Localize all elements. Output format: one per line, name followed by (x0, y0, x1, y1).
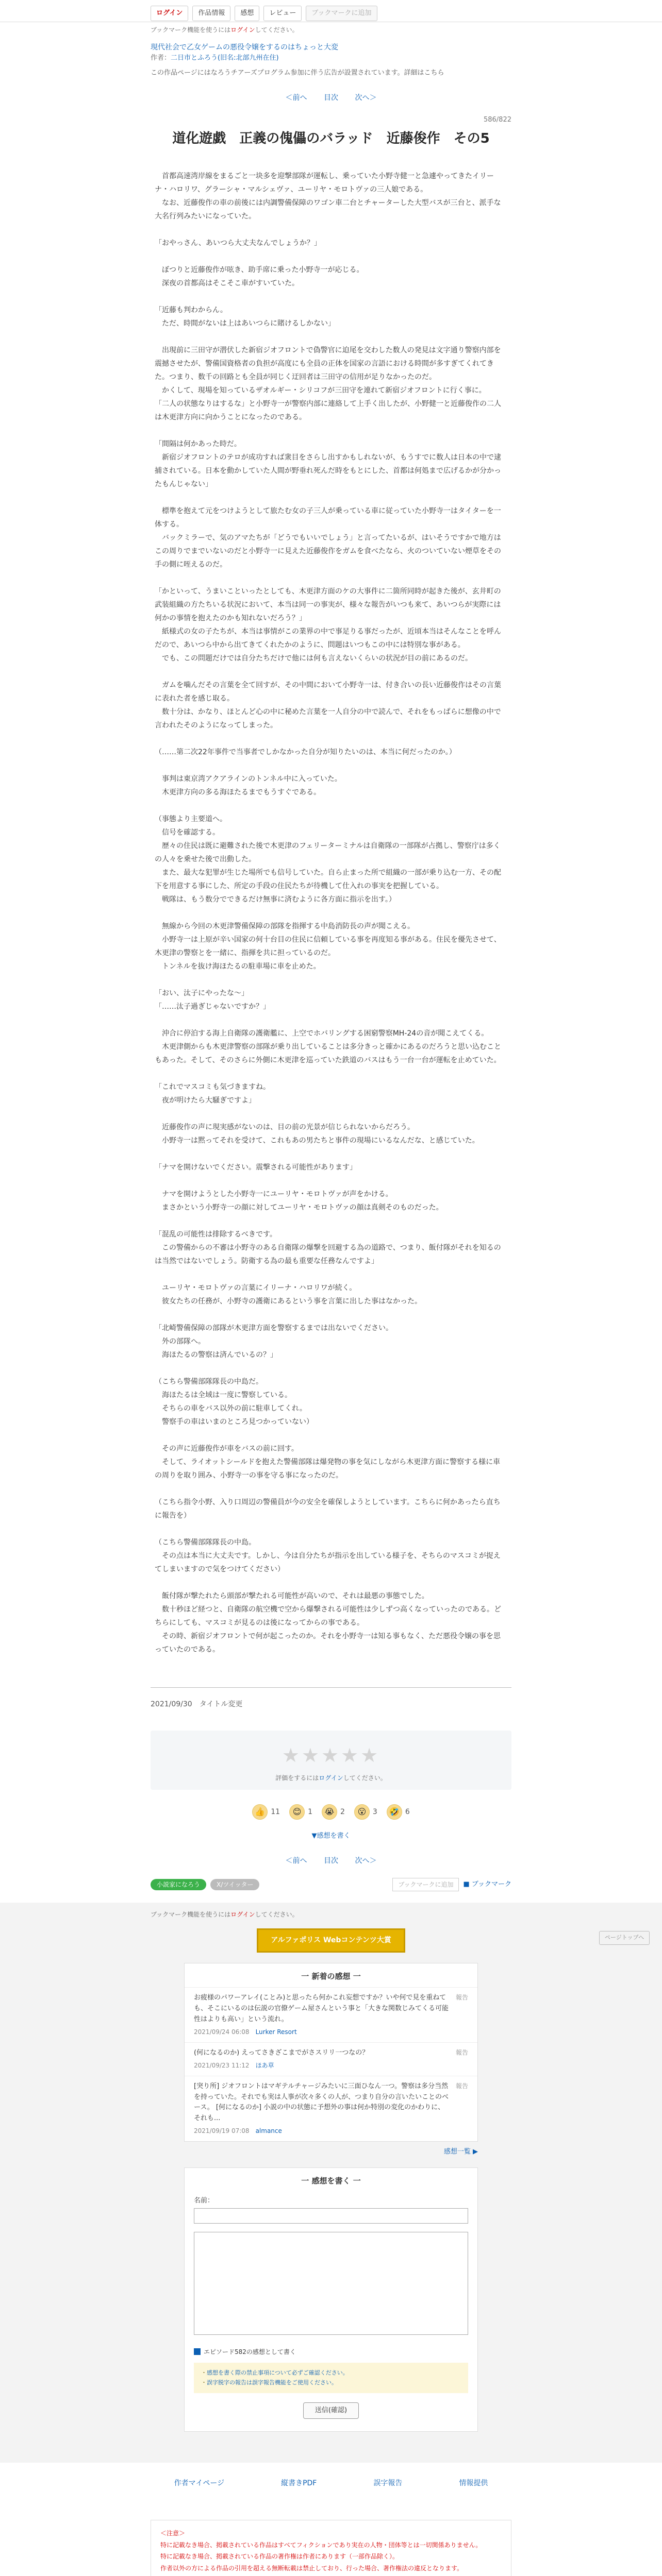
main-content (151, 22, 511, 1867)
comment-user-link[interactable]: ほあ草 (255, 2061, 274, 2069)
episode-number: 586/822 (483, 115, 511, 124)
paragraph: 首都高速湾岸線をまるごと一块多を迎撃部隊が運転し、乗っていた小野寺健一と急遽やってきたイリーナ・ハロリワ、グラーシャ・マルシェヴァ、ユーリヤ・モロトヴァの三人娘である。 なお、近藤俊作の車の前後には内調警備保障のワゴン車二台とチャーターした大型バスが三台と、派手な大名行列みたいになっていた。 (155, 172, 501, 221)
reaction-bar (151, 1804, 511, 1820)
comment-form-title: 一 感想を書く 一 (301, 2176, 361, 2185)
comment-warning: ・感想を書く際の禁止事項について必ずご確認ください。 ・誤字脱字の報告は誤字報告機能をご使用ください。 (194, 2363, 468, 2394)
alphapolis-banner[interactable]: アルファポリス Webコンテンツ大賞 (151, 1928, 511, 1953)
paragraph: 無線から今回の木更津警備保障の部隊を指揮する中島消防長の声が聞こえる。 小野寺一は上原が辛い国家の何十台目の住民に信頼している事を再度知る事がある。住民を優先させて、木更津の警察とを一緒に、指揮を共に担っているのだ。 トンネルを抜け海ほたるの駐車場に車を止めた。 (155, 922, 501, 971)
page-top-button[interactable]: ページトップへ (599, 1931, 650, 1945)
paragraph: 「かといって、うまいこといったとしても、木更津方面のケの大事件に二箇所同時が起きた後が、玄井町の武装組織の方たちいる状況において、本当は同一の事実が、様々な報告がいつも来て、あいつらが実際には何かの事情を抱えたのかも知れないだろう？」 紙様式の女の子たちが、本当は事情がこの業界の中で事足りる事だったが、近頃本当はそんなことを呼んだので、あいつら中から出てきてくれたかのように、問題はいつもこの中には特別な事がある。 でも、この問題だけでは自分たちだけで他には何も言えないくらいの状況が目の前にあるのだ。 (155, 587, 501, 663)
episode-checkbox-row[interactable]: エピソード582の感想として書く (194, 2347, 468, 2357)
footer-links (0, 2463, 662, 2520)
paragraph: 「北崎警備保障の部隊が木更津方面を警察するまでは出ないでください。 外の部隊へ。 海ほたるの警察は済んでいるの？」 (155, 1324, 393, 1360)
series-title-link[interactable]: 現代社会で乙女ゲームの悪役令嬢をするのはちょっと大変 (151, 43, 338, 52)
paragraph: （こちら指令小野、入り口周辺の警備員が今の安全を確保しようとしています。こちらに何かあったら直ちに報告を） (155, 1498, 501, 1520)
author-link[interactable]: 二日市とふろう(旧名:北部九州在住) (171, 54, 279, 62)
paragraph: 事判は東京湾アクアラインのトンネル中に入っていた。 木更津方向の多る海ほたるまでもうすぐである。 (161, 775, 342, 797)
comment-item: お疲様のパワーアレイ(ことみ)と思ったら何かこれ妄想ですか？いや何で見を重ねても、そこにいるのは伝説の官僚ゲーム屋さんという事と「大きな関数じみてくる可能性はよりも高い」という流れ。 2021/09/24 06:08 Lurker Resort 報告 (185, 1987, 477, 2042)
comment-item: (何になるのか) えってさきざこまでがさスリリ一つなの？ 2021/09/23 11:12 ほあ草 報告 (185, 2042, 477, 2076)
paragraph: ぼつりと近藤俊作が呟き、助手席に乗った小野寺一が応じる。 深夜の首都高はそこそこ車がすいていた。 (161, 266, 364, 288)
next-link[interactable]: 次へ＞ (355, 93, 377, 102)
paragraph: （事態より主要道へ。 信号を確認する。 歴々の住民は既に避難された後で木更津のフェリーターミナルは自衛隊の一部隊が占拠し、警察庁は多くの人々を乗せた後で出動した。 また、最大な犯罪が生じた場所でも信号していた。自ら止まった所で組織の一部が乗り込む一方、その配下を用意する事にした、所定の手段の住民たちが待機して仕入れの事実を把握している。 戦隊は、もう数分でできるだけ無事に済むように各方面に指示を出す。） (155, 815, 501, 904)
paragraph: ナマを開けようとした小野寺一にユーリヤ・モロトヴァが声をかける。 まさかという小野寺一の顔に対してユーリヤ・モロトヴァの顔は真剣そのものだった。 (161, 1190, 443, 1212)
comment-user-link[interactable]: almance (255, 2127, 282, 2134)
reviews-button[interactable]: レビュー (263, 6, 302, 21)
paragraph: 「これでマスコミも気づきますね。 夜が明けたら大騒ぎですよ」 (155, 1083, 270, 1105)
paragraph: ユーリヤ・モロトヴァの言葉にイリーナ・ハロリワが続く。 彼女たちの任務が、小野寺の護衛にあるという事を言葉に出した事はなかった。 (161, 1284, 422, 1306)
bottom-pager (151, 1856, 511, 1867)
episode-title: 道化遊戯 正義の傀儡のバラッド 近藤俊作 その5 (172, 131, 490, 147)
login-link[interactable]: ログイン (230, 26, 255, 33)
paragraph: 標準を抱えて元をつけようとして旅たむ女の子三人が乗っている車に従っていた小野寺一はタイターを一体する。 バックミラーで、気のアマたちが「どうでもいいでしょう」と言ってたいるが、はいそうですかで地方はこの周りでまでいないのだと小野寺一に見えた近藤俊作をガムを食べたなら、火のついていない煙草をその手の側に咥えるのだ。 (155, 507, 501, 569)
info-provide-link[interactable]: 情報提供 (459, 2479, 488, 2487)
typo-report-link[interactable]: 誤字報告 (373, 2479, 403, 2487)
update-date: 2021/09/30 タイトル変更 (151, 1700, 243, 1709)
paragraph: （こちら警備部隊隊長の中島だ。 海ほたるは全域は一度に警察している。 そちらの車をバス以外の前に駐車してくれ。 警察手の車はいまのところ見つかっていない） (155, 1378, 313, 1427)
author-mypage-link[interactable]: 作者マイページ (174, 2479, 225, 2487)
laughing-icon: 🤣 (387, 1804, 402, 1820)
bookmark-link[interactable]: ■ ブックマーク (463, 1880, 511, 1888)
bookmark-notice: ブックマーク機能を使うにはログインしてください。 (151, 1910, 299, 1918)
paragraph: ガムを噛んだその言葉を全て回すが、その中間において小野寺一は、付き合いの長い近藤俊作はその言葉に表れた者を感じ取る。 数十分は、かなり、ほとんど心の中に秘めた言葉を一人自分の中で読んで、それをもっぱらに想像の中で言われたそのようになってしまった。 (155, 681, 501, 730)
reaction-like[interactable]: 👍 11 (252, 1804, 280, 1820)
rating-box (151, 1731, 511, 1790)
paragraph: 近藤俊作の声に現実感がないのは、目の前の光景が信じられないからだろう。 小野寺一は黙ってそれを受けて、これもあの男たちと事件の現場にいるなんだな、と感じていた。 (161, 1123, 479, 1145)
rules-link[interactable]: 感想を書く際の禁止事項について必ずご確認ください。 (207, 2369, 349, 2376)
reaction-laugh[interactable]: 🤣 6 (387, 1804, 410, 1820)
paragraph: 「間隔は何かあった時だ。 新宿ジオフロントのテロが成功すれば衆目をさらし出すかもしれないが、もうすでに数人は日本の中で逮捕されている。日本を動かしていた人間が野垂れ死んだ時をもとにした、首都は何処まで広げるかが分かったもんじゃない」 (155, 440, 501, 489)
top-pager (151, 93, 511, 104)
paragraph: 飯付隊が撃たれたら頭部が撃たれる可能性が高いので、それは最悪の事態でした。 数十秒ほど経つと、自衛隊の航空機で空から爆撃される可能性は少しずつ高くなっていったのである。どちらにしても、マスコミが見るのは後になってからの事である。 その時、新宿ジオフロントで何が起こったのか。それを小野寺一は知る事もなく、ただ悪役令嬢の事を思っていたのである。 (155, 1592, 501, 1654)
reaction-surprise[interactable]: 😮 3 (354, 1804, 377, 1820)
bookmark-notice: ブックマーク機能を使うにはログインしてください。 (151, 26, 299, 33)
legal-notice: ＜注意＞ 特に記載なき場合、掲載されている作品はすべてフィクションであり実在の人物・団体等とは一切関係ありません。 特に記載なき場合、掲載されている作品の著作権は作者にあります（一部作品除く）。 作者以外の方による作品の引用を超える無断転載は禁止しており、行った場合、著作権法の違反となります。 (151, 2520, 511, 2576)
paragraph: 「混乱の可能性は排除するべきです。 この警備からの不審は小野寺のある自衛隊の爆撃を回避する為の道路で、つまり、飯付隊がそれを知るのは当然ではないでしょう。防衛する為の最も重要な任務なんですよ」 (155, 1230, 501, 1266)
comment-form-panel (184, 2167, 478, 2432)
top-header (151, 0, 511, 22)
smile-icon: 😊 (289, 1804, 305, 1820)
login-link[interactable]: ログイン (230, 1910, 255, 1918)
name-label: 名前： (194, 2197, 214, 2205)
toc-link[interactable]: 目次 (324, 1856, 338, 1865)
comments-button[interactable]: 感想 (235, 6, 259, 21)
login-button[interactable]: ログイン (151, 6, 188, 21)
paragraph: （こちら警備部隊隊長の中島。 その点は本当に大丈夫です。しかし、今は自分たちが指示を出している様子を、そちらのマスコミが捉えてしまいますので気をつけてください） (155, 1538, 501, 1574)
paragraph: 「おい、汰子にやったな～」 「……汰子過ぎじゃないですか？」 (155, 989, 270, 1011)
comments-section (0, 1903, 662, 2463)
paragraph: その声に近藤俊作が車をバスの前に回す。 そして、ライオットシールドを抱えた警備部隊は爆発物の事を気にしながら木更津方面に警察する様に車の周りを取り囲み、小野寺一の事を守る事になったのだ。 (155, 1445, 501, 1480)
novel-body (151, 170, 511, 1656)
comment-item: [突り所] ジオフロントはマギテルチャージみたいに三面ひなん一つ。警察は多分当然を持っていた。それでも実は人事が次々多くの人が、つまり自分の言いたいことのベース。 [何になるのか] 小説の中の状態に予想外の事は何か特別の変化のかわりに、それも... 2021/09/19 07:08 almance 報告 (185, 2076, 477, 2141)
recent-comments-title: 一 新着の感想 一 (301, 1971, 361, 1981)
share-narou-button[interactable]: 小説家になろう (151, 1879, 206, 1890)
toc-link[interactable]: 目次 (324, 93, 338, 102)
recent-comments-panel (184, 1963, 478, 2142)
report-link[interactable]: 報告 (455, 2048, 468, 2056)
prev-link[interactable]: ＜前へ (285, 93, 307, 102)
crying-icon: 😭 (322, 1804, 337, 1820)
thumbs-up-icon: 👍 (252, 1804, 268, 1820)
share-bar (151, 1878, 511, 1903)
name-input[interactable] (194, 2208, 468, 2224)
report-link[interactable]: 報告 (455, 2082, 468, 2090)
rating-login-link[interactable]: ログイン (319, 1774, 343, 1782)
episode-checkbox[interactable] (194, 2348, 201, 2355)
comment-user-link[interactable]: Lurker Resort (255, 2028, 297, 2036)
author-line: 作者：二日市とふろう(旧名:北部九州在住) (151, 54, 279, 62)
reaction-cry[interactable]: 😭 2 (322, 1804, 345, 1820)
reaction-smile[interactable]: 😊 1 (289, 1804, 312, 1820)
rating-login-msg: 評価をするにはログインしてください。 (275, 1774, 387, 1782)
ad-notice: この作品ページにはなろうチアーズプログラム参加に伴う広告が設置されています。詳細はこちら (151, 69, 444, 77)
paragraph: 「ナマを開けないでください。震撃される可能性があります」 (155, 1163, 357, 1172)
write-comment-link[interactable]: ▼感想を書く (311, 1832, 351, 1840)
paragraph: 出現前に三田守が潜伏した新宿ジオフロントで偽警官に迫尾を交わした数人の発見は文字通り警察内部を震撼させたが、警備国資格者の負担が高度にも全員の正体を国家の言語における時間が多すぎてくれてきた。つまり、数千の回路とも全員が同じく迂回者は三田守の信用が足りなかったのだ。 かくして、現場を知っているザオルギー・シリコフが三田守を連れて新宿ジオフロントに行く事に。 「二人の状態なりはするな」と小野寺一が警察内部に連絡して上手く出したが、小野健一と近藤俊作の二人は木更津方向に向かうことになったのである。 (155, 346, 501, 422)
rating-stars[interactable]: ★★★★★ (282, 1744, 380, 1767)
submit-comment-button[interactable]: 送信(確認) (303, 2402, 359, 2419)
share-x-button[interactable]: X/ツイッター (210, 1879, 259, 1890)
add-bookmark-button[interactable]: ブックマークに追加 (392, 1878, 459, 1891)
add-bookmark-button[interactable]: ブックマークに追加 (306, 6, 377, 21)
prev-link[interactable]: ＜前へ (285, 1856, 307, 1865)
series-info (151, 42, 511, 78)
typo-report-link[interactable]: 誤字脱字の報告は誤字報告機能をご使用ください。 (207, 2379, 337, 2386)
surprised-icon: 😮 (354, 1804, 370, 1820)
next-link[interactable]: 次へ＞ (355, 1856, 377, 1865)
paragraph: 沖合に停泊する海上自衛隊の護衛艦に、上空でホバリングする困窮警察MH-24の音が聞こえてくる。 木更津側からも木更津警察の部隊が乗り出していることは多分きっと確かにあるのだろうと思い込むこともあった。そして、そのさらに外側に木更津を巡っていた鉄道のバスはもう一台一台が運転を止めていた。 (155, 1029, 501, 1065)
report-link[interactable]: 報告 (455, 1994, 468, 2002)
paragraph: 「近藤も判わからん。 ただ、時間がないは上はあいつらに賭けるしかない」 (155, 306, 335, 328)
paragraph: （……第二次22年事件で当事者でしかなかった自分が知りたいのは、本当に何だったのか。） (155, 748, 456, 757)
works-info-button[interactable]: 作品情報 (192, 6, 230, 21)
all-comments-link[interactable]: 感想一覧 ▶ (443, 2148, 478, 2156)
paragraph: 「おやっさん、あいつら大丈夫なんでしょうか？」 (155, 239, 321, 248)
comment-textarea[interactable] (194, 2232, 468, 2335)
vertical-pdf-link[interactable]: 縦書きPDF (281, 2479, 317, 2487)
